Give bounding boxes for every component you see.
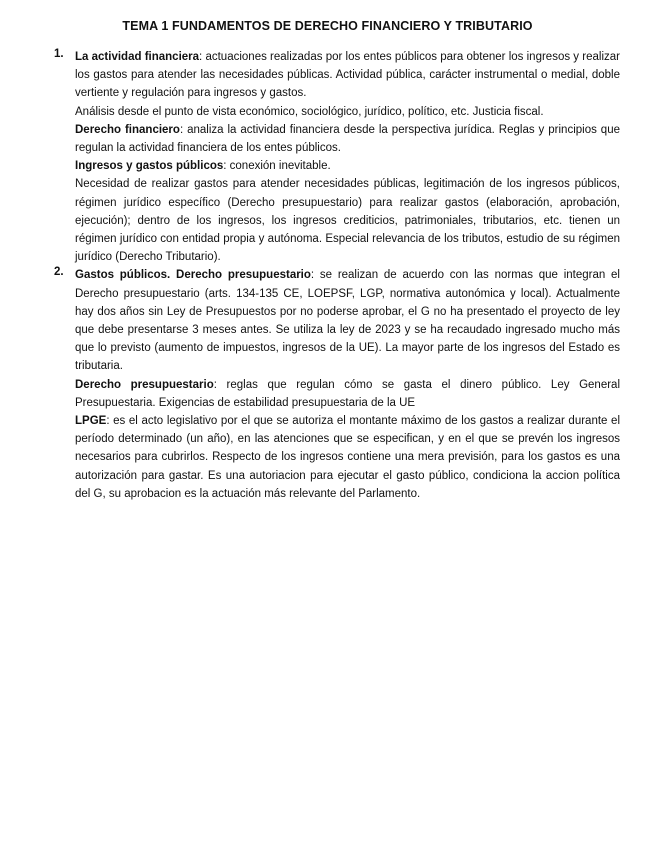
term-text: : conexión inevitable.	[223, 160, 331, 173]
section-intro-text: : se realizan de acuerdo con las normas que integran el Derecho presupuestario (arts. 134-135 CE, LOEPSF, LGP, normativa autonómica y local). Actualmente hay dos años sin Ley de Presupuestos por no poderse aprobar, el G no ha presentado el proyecto de ley que debe presentarse 3 meses antes. Se utiliza la ley de 2023 y se ha recaudado ingresado mucho más que lo previsto (aumento de impuestos, ingresos de la UE). La mayor parte de los ingresos del Estado es tributaria.	[75, 269, 620, 373]
section-number: 2.	[54, 266, 64, 279]
term-lpge	[75, 412, 620, 503]
section-2	[54, 266, 620, 503]
section-heading: Gastos públicos. Derecho presupuestario	[75, 269, 311, 282]
term-label: Derecho financiero	[75, 123, 180, 136]
term-label: LPGE	[75, 415, 107, 428]
section-intro-text: : actuaciones realizadas por los entes públicos para obtener los ingresos y realizar los gastos para atender las necesidades públicas. Actividad pública, carácter instrumental o medial, doble vertiente y regulación para ingresos y gastos.	[75, 51, 620, 100]
section-1	[54, 48, 620, 266]
section-intro	[75, 48, 620, 103]
term-text: : reglas que regulan cómo se gasta el dinero público. Ley General Presupuestaria. Exigencias de estabilidad presupuestaria de la UE	[75, 378, 620, 409]
section-intro	[75, 266, 620, 375]
section-list	[54, 48, 620, 503]
analysis-text: Análisis desde el punto de vista económico, sociológico, jurídico, político, etc. Justicia fiscal.	[75, 105, 544, 118]
term-derecho-presupuestario	[75, 376, 620, 412]
term-derecho-financiero	[75, 121, 620, 157]
body-paragraph: Necesidad de realizar gastos para atender necesidades públicas, legitimación de los ingresos públicos, régimen jurídico específico (Derecho presupuestario) para realizar gastos (elaboración, aprobación, ejecución); dentro de los ingresos, los ingresos crediticios, patrimoniales, tributarios, etc. tienen un régimen jurídico con entidad propia y autónoma. Especial relevancia de los tributos, estudio de su régimen jurídico (Derecho Tributario).	[75, 178, 620, 264]
document-title: TEMA 1 FUNDAMENTOS DE DERECHO FINANCIERO Y TRIBUTARIO	[122, 19, 533, 33]
term-ingresos-gastos	[75, 157, 620, 175]
term-label: Ingresos y gastos públicos	[75, 160, 224, 173]
term-text: : es el acto legislativo por el que se autoriza el montante máximo de los gastos a realizar durante el período determinado (un año), en las atenciones que se especifican, y en el que se prevén los ingresos necesarios para cubrirlos. Respecto de los ingresos contiene una mera previsión, para los gastos es una autorización para gastar. Es una autoriacion para ejecutar el gasto público, condiciona la accion política del G, su aprobacion es la actuación más relevante del Parlamento.	[75, 415, 620, 500]
section-heading: La actividad financiera	[75, 51, 200, 63]
section-number: 1.	[54, 48, 64, 60]
term-label: Derecho presupuestario	[75, 378, 214, 391]
term-text: : analiza la actividad financiera desde la perspectiva jurídica. Reglas y principios que regulan la actividad financiera de los entes públicos.	[75, 123, 620, 155]
